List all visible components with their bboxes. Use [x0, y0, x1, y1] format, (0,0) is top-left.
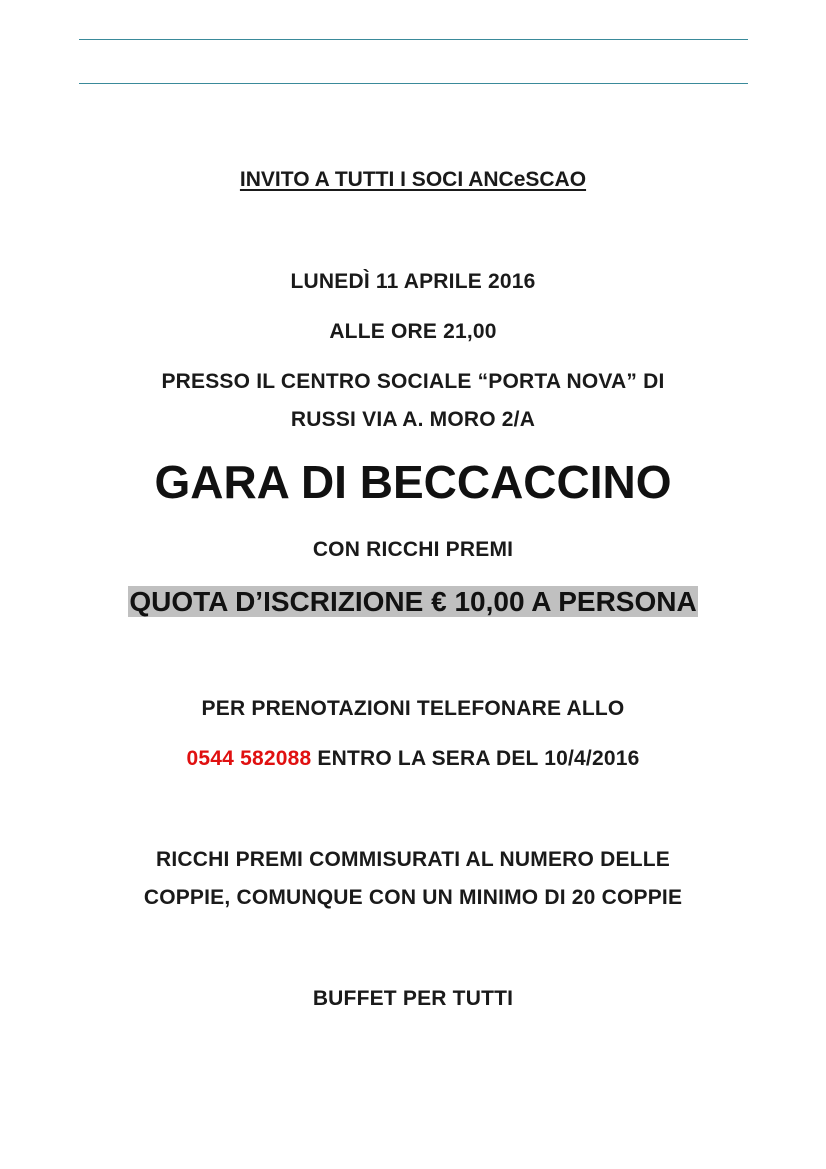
fee-line — [0, 586, 826, 618]
booking-line-2 — [0, 747, 826, 771]
venue-line-1: PRESSO IL CENTRO SOCIALE “PORTA NOVA” DI — [161, 370, 665, 393]
event-date: LUNEDÌ 11 APRILE 2016 — [290, 270, 536, 293]
header-rule-top — [79, 39, 748, 40]
fee-text: QUOTA D’ISCRIZIONE € 10,00 A PERSONA — [129, 586, 697, 617]
header-rule-bottom — [79, 83, 748, 84]
event-time: ALLE ORE 21,00 — [329, 320, 497, 343]
invite-heading: INVITO A TUTTI I SOCI ANCeSCAO — [239, 168, 587, 191]
booking-deadline: ENTRO LA SERA DEL 10/4/2016 — [311, 747, 640, 770]
prizes-line: CON RICCHI PREMI — [312, 538, 514, 561]
phone-number: 0544 582088 — [186, 747, 312, 770]
buffet-line: BUFFET PER TUTTI — [312, 987, 514, 1010]
venue-line-2: RUSSI VIA A. MORO 2/A — [290, 408, 536, 431]
note-line-2: COPPIE, COMUNQUE CON UN MINIMO DI 20 COPPIE — [143, 886, 683, 909]
note-line-1: RICCHI PREMI COMMISURATI AL NUMERO DELLE — [156, 848, 670, 871]
event-title: GARA DI BECCACCINO — [154, 456, 672, 508]
booking-line-1: PER PRENOTAZIONI TELEFONARE ALLO — [201, 697, 625, 720]
